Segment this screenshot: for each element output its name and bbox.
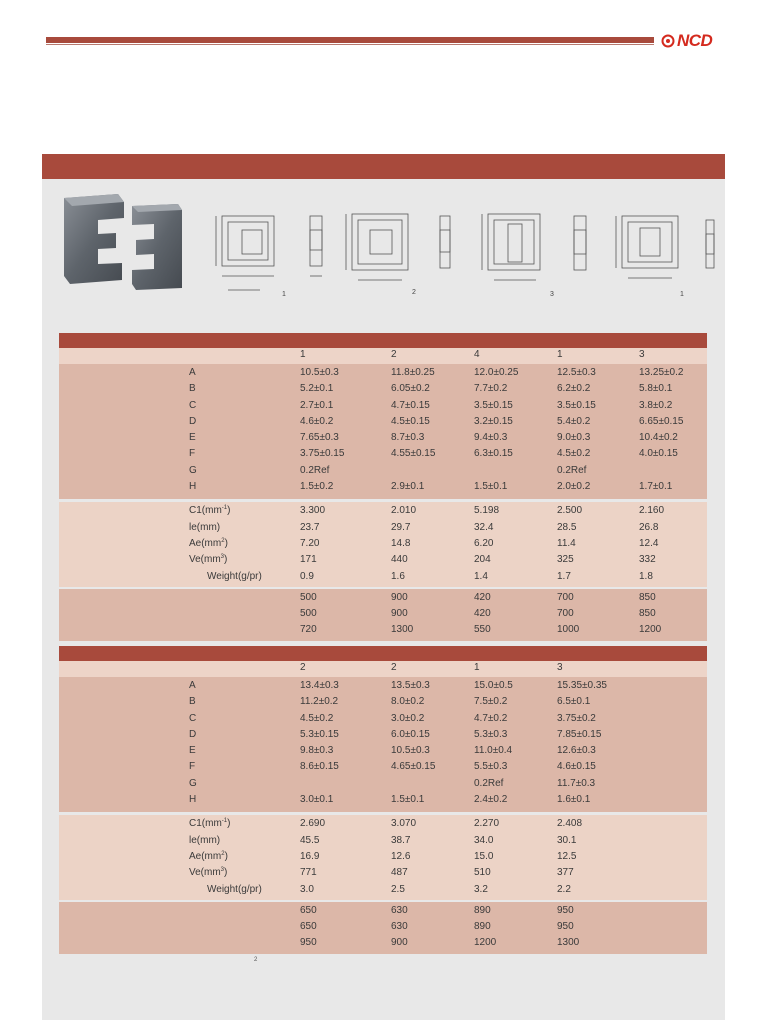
ve-label-text: Ve(mm bbox=[189, 867, 221, 879]
magnetic-value: 30.1 bbox=[557, 834, 577, 846]
dimension-value: 3.0±0.1 bbox=[300, 794, 334, 806]
ve-label-text: Ve(mm bbox=[189, 554, 221, 566]
dimension-value: 11.0±0.4 bbox=[474, 745, 513, 757]
dimension-value: 1.5±0.2 bbox=[300, 481, 334, 493]
magnetic-value: 325 bbox=[557, 554, 574, 566]
dimension-value: 15.35±0.35 bbox=[557, 680, 607, 691]
recommended-value: 1200 bbox=[474, 937, 497, 949]
dimension-value: 7.85±0.15 bbox=[557, 728, 602, 740]
magnetic-row bbox=[59, 816, 707, 832]
table-2-recommended bbox=[59, 902, 707, 954]
dimension-value: 5.2±0.1 bbox=[300, 383, 334, 395]
magnetic-value: 487 bbox=[391, 867, 408, 879]
weight-label bbox=[207, 571, 262, 583]
recommended-value: 1200 bbox=[639, 624, 662, 636]
recommended-value: 950 bbox=[557, 904, 574, 916]
magnetic-value: 3.300 bbox=[300, 505, 326, 517]
magnetic-value: 2.690 bbox=[300, 818, 326, 830]
dimension-row bbox=[59, 792, 707, 808]
dimension-value: 7.5±0.2 bbox=[474, 696, 508, 708]
dimension-row bbox=[59, 463, 707, 479]
dimension-value: 3.75±0.2 bbox=[557, 712, 596, 724]
dimension-value: 8.6±0.15 bbox=[300, 761, 339, 773]
recommended-row bbox=[59, 903, 707, 919]
magnetic-row bbox=[59, 503, 707, 519]
dimension-value: 2.4±0.2 bbox=[474, 794, 508, 806]
c1-label-text: C1(mm bbox=[189, 505, 222, 517]
c1-label-sup: -1 bbox=[221, 818, 228, 825]
table-2-header-bar bbox=[59, 646, 707, 661]
figure-label-1: 1 bbox=[282, 291, 286, 298]
ae-label-sup: 2 bbox=[221, 850, 225, 857]
recommended-value: 700 bbox=[557, 608, 574, 620]
recommended-value: 550 bbox=[474, 624, 491, 636]
magnetic-row bbox=[59, 849, 707, 865]
magnetic-value: 1.8 bbox=[639, 570, 653, 582]
dimension-value: 0.2Ref bbox=[557, 464, 587, 476]
dimension-value: 15.0±0.5 bbox=[474, 680, 513, 691]
magnetic-value: 6.20 bbox=[474, 537, 494, 549]
dimension-value: 5.3±0.15 bbox=[300, 728, 339, 740]
ae-label-paren: ) bbox=[224, 537, 228, 549]
dimension-value: 6.2±0.2 bbox=[557, 383, 591, 395]
magnetic-value: 29.7 bbox=[391, 521, 411, 533]
ve-label-paren: ) bbox=[224, 867, 228, 879]
dimension-row bbox=[59, 759, 707, 775]
ae-label bbox=[189, 851, 228, 863]
ve-label bbox=[189, 554, 227, 566]
recommended-value: 1300 bbox=[391, 624, 414, 636]
dimension-value: 3.75±0.15 bbox=[300, 448, 345, 460]
recommended-value: 500 bbox=[300, 591, 317, 603]
table-2-number: 3 bbox=[557, 662, 563, 673]
figure-label-3: 3 bbox=[550, 291, 554, 298]
magnetic-value: 440 bbox=[391, 554, 408, 566]
dimension-label: F bbox=[189, 761, 196, 773]
magnetic-value: 2.270 bbox=[474, 818, 500, 830]
figure-label-4: 1 bbox=[680, 291, 684, 298]
magnetic-value: 5.198 bbox=[474, 505, 500, 517]
dimension-value: 3.5±0.15 bbox=[474, 399, 513, 411]
dimension-value: 8.0±0.2 bbox=[391, 696, 425, 708]
weight-label bbox=[207, 884, 262, 896]
recommended-row bbox=[59, 590, 707, 606]
ve-label bbox=[189, 867, 227, 879]
dimension-label: H bbox=[189, 481, 197, 493]
table-1-number: 2 bbox=[391, 349, 397, 360]
dimension-label: D bbox=[189, 728, 197, 740]
dimension-label: H bbox=[189, 794, 197, 806]
dimension-row bbox=[59, 727, 707, 743]
magnetic-value: 12.6 bbox=[391, 850, 411, 862]
c1-label-paren: ) bbox=[227, 505, 231, 517]
table-2-figure-numbers bbox=[59, 661, 707, 677]
magnetic-value: 204 bbox=[474, 554, 491, 566]
magnetic-value: 2.5 bbox=[391, 883, 405, 895]
table-1-figure-numbers bbox=[59, 348, 707, 364]
magnetic-row bbox=[59, 569, 707, 585]
table-1-number: 1 bbox=[557, 349, 563, 360]
table-1-number: 1 bbox=[300, 349, 306, 360]
dimension-label: D bbox=[189, 415, 197, 427]
dimension-row bbox=[59, 678, 707, 694]
magnetic-value: 11.4 bbox=[557, 537, 576, 549]
magnetic-value: 771 bbox=[300, 867, 317, 879]
recommended-value: 700 bbox=[557, 591, 574, 603]
table-2-number: 2 bbox=[300, 662, 306, 673]
table-1-dimensions bbox=[59, 364, 707, 499]
table-1-number: 4 bbox=[474, 349, 480, 360]
magnetic-value: 1.6 bbox=[391, 570, 405, 582]
magnetic-value: 2.500 bbox=[557, 505, 583, 517]
dimension-value: 12.5±0.3 bbox=[557, 367, 596, 378]
ae-label-paren: ) bbox=[224, 850, 228, 862]
recommended-value: 650 bbox=[300, 904, 317, 916]
dimension-label: C bbox=[189, 712, 197, 724]
drawing-2 bbox=[346, 214, 450, 280]
recommended-row bbox=[59, 935, 707, 951]
magnetic-value: 38.7 bbox=[391, 834, 411, 846]
dimension-row bbox=[59, 398, 707, 414]
weight-label-text: Weight(g/pr) bbox=[207, 570, 262, 582]
core-drawings-svg bbox=[60, 190, 720, 310]
magnetic-value: 332 bbox=[639, 554, 656, 566]
c1-label bbox=[189, 505, 230, 517]
le-label-text: le(mm) bbox=[189, 521, 221, 533]
recommended-value: 720 bbox=[300, 624, 317, 636]
dimension-value: 4.5±0.15 bbox=[391, 415, 430, 427]
dimension-value: 6.3±0.15 bbox=[474, 448, 513, 460]
magnetic-value: 12.4 bbox=[639, 537, 659, 549]
weight-label-text: Weight(g/pr) bbox=[207, 883, 262, 895]
dimension-value: 6.5±0.1 bbox=[557, 696, 591, 708]
table-1-header-bar bbox=[59, 333, 707, 348]
e-core-photo bbox=[64, 194, 182, 290]
recommended-value: 900 bbox=[391, 608, 408, 620]
page-number: 2 bbox=[254, 957, 258, 963]
dimension-label: E bbox=[189, 745, 196, 757]
dimension-value: 12.0±0.25 bbox=[474, 367, 519, 378]
product-panel bbox=[42, 154, 725, 1020]
magnetic-value: 23.7 bbox=[300, 521, 320, 533]
ve-label-paren: ) bbox=[224, 554, 228, 566]
table-2-number: 2 bbox=[391, 662, 397, 673]
dimension-value: 11.2±0.2 bbox=[300, 696, 339, 708]
magnetic-value: 14.8 bbox=[391, 537, 411, 549]
magnetic-value: 12.5 bbox=[557, 850, 577, 862]
magnetic-row bbox=[59, 865, 707, 881]
dimension-label: F bbox=[189, 448, 196, 460]
dimension-value: 2.7±0.1 bbox=[300, 399, 334, 411]
dimension-value: 13.5±0.3 bbox=[391, 680, 430, 691]
le-label bbox=[189, 522, 220, 534]
dimension-value: 12.6±0.3 bbox=[557, 745, 596, 757]
magnetic-value: 32.4 bbox=[474, 521, 494, 533]
ve-label-sup: 3 bbox=[220, 554, 225, 561]
recommended-value: 420 bbox=[474, 591, 491, 603]
dimension-label: A bbox=[189, 367, 196, 378]
dimension-value: 5.3±0.3 bbox=[474, 728, 508, 740]
dimension-value: 0.2Ref bbox=[300, 464, 330, 476]
recommended-value: 890 bbox=[474, 904, 491, 916]
spec-table-1 bbox=[59, 333, 707, 641]
dimension-value: 8.7±0.3 bbox=[391, 432, 425, 444]
recommended-value: 630 bbox=[391, 921, 408, 933]
recommended-row bbox=[59, 919, 707, 935]
dimension-label: C bbox=[189, 399, 197, 411]
magnetic-value: 1.4 bbox=[474, 570, 488, 582]
dimension-value: 4.6±0.2 bbox=[300, 415, 334, 427]
dimension-row bbox=[59, 414, 707, 430]
dimension-row bbox=[59, 430, 707, 446]
dimension-value: 7.65±0.3 bbox=[300, 432, 339, 444]
recommended-value: 850 bbox=[639, 608, 656, 620]
magnetic-value: 1.7 bbox=[557, 570, 571, 582]
recommended-value: 850 bbox=[639, 591, 656, 603]
header-rule-thin bbox=[46, 44, 654, 45]
dimension-label: G bbox=[189, 464, 197, 476]
dimension-value: 0.2Ref bbox=[474, 777, 504, 789]
core-drawings bbox=[60, 190, 720, 310]
dimension-value: 4.0±0.15 bbox=[639, 448, 678, 460]
recommended-value: 630 bbox=[391, 904, 408, 916]
dimension-value: 6.65±0.15 bbox=[639, 415, 684, 427]
magnetic-value: 2.010 bbox=[391, 505, 417, 517]
le-label-text: le(mm) bbox=[189, 834, 221, 846]
dimension-row bbox=[59, 365, 707, 381]
magnetic-value: 34.0 bbox=[474, 834, 494, 846]
drawing-3 bbox=[482, 214, 586, 280]
dimension-value: 11.7±0.3 bbox=[557, 777, 596, 789]
dimension-value: 7.7±0.2 bbox=[474, 383, 508, 395]
dimension-label: E bbox=[189, 432, 196, 444]
magnetic-row bbox=[59, 520, 707, 536]
recommended-value: 900 bbox=[391, 937, 408, 949]
dimension-value: 4.7±0.2 bbox=[474, 712, 508, 724]
dimension-value: 4.7±0.15 bbox=[391, 399, 430, 411]
table-1-recommended bbox=[59, 589, 707, 641]
dimension-value: 10.5±0.3 bbox=[391, 745, 430, 757]
dimension-value: 1.5±0.1 bbox=[474, 481, 508, 493]
dimension-label: B bbox=[189, 696, 196, 708]
table-1-number: 3 bbox=[639, 349, 645, 360]
table-2-dimensions bbox=[59, 677, 707, 812]
ae-label-text: Ae(mm bbox=[189, 537, 222, 549]
c1-label-sup: -1 bbox=[221, 505, 228, 512]
dimension-value: 4.6±0.15 bbox=[557, 761, 596, 773]
recommended-value: 950 bbox=[300, 937, 317, 949]
dimension-row bbox=[59, 479, 707, 495]
magnetic-row bbox=[59, 536, 707, 552]
magnetic-row bbox=[59, 833, 707, 849]
dimension-value: 9.4±0.3 bbox=[474, 432, 508, 444]
dimension-value: 10.5±0.3 bbox=[300, 367, 339, 378]
recommended-value: 1300 bbox=[557, 937, 580, 949]
magnetic-value: 15.0 bbox=[474, 850, 494, 862]
dimension-row bbox=[59, 446, 707, 462]
dimension-value: 4.5±0.2 bbox=[300, 712, 334, 724]
drawing-4 bbox=[616, 216, 714, 278]
dimension-value: 10.4±0.2 bbox=[639, 432, 678, 444]
dimension-value: 13.25±0.2 bbox=[639, 367, 684, 378]
dimension-value: 2.0±0.2 bbox=[557, 481, 591, 493]
c1-label-text: C1(mm bbox=[189, 818, 222, 830]
c1-label bbox=[189, 818, 230, 830]
magnetic-value: 2.160 bbox=[639, 505, 665, 517]
dimension-label: G bbox=[189, 777, 197, 789]
ncd-logo bbox=[660, 31, 730, 51]
dimension-label: A bbox=[189, 680, 196, 691]
dimension-value: 3.8±0.2 bbox=[639, 399, 673, 411]
dimension-label: B bbox=[189, 383, 196, 395]
table-1-magnetic bbox=[59, 502, 707, 586]
header-rule bbox=[46, 37, 654, 43]
dimension-row bbox=[59, 776, 707, 792]
dimension-value: 6.05±0.2 bbox=[391, 383, 430, 395]
recommended-value: 900 bbox=[391, 591, 408, 603]
dimension-row bbox=[59, 711, 707, 727]
dimension-value: 3.5±0.15 bbox=[557, 399, 596, 411]
drawing-1 bbox=[216, 216, 322, 290]
ncd-logo-mark-icon bbox=[660, 31, 676, 51]
magnetic-value: 3.0 bbox=[300, 883, 314, 895]
dimension-value: 1.7±0.1 bbox=[639, 481, 673, 493]
magnetic-value: 26.8 bbox=[639, 521, 659, 533]
recommended-value: 1000 bbox=[557, 624, 580, 636]
magnetic-value: 377 bbox=[557, 867, 574, 879]
magnetic-value: 45.5 bbox=[300, 834, 320, 846]
spec-table-2 bbox=[59, 646, 707, 954]
ae-label bbox=[189, 538, 228, 550]
dimension-value: 5.8±0.1 bbox=[639, 383, 673, 395]
magnetic-row bbox=[59, 552, 707, 568]
figure-label-2: 2 bbox=[412, 289, 416, 296]
dimension-value: 3.2±0.15 bbox=[474, 415, 513, 427]
logo-text: NCD bbox=[677, 31, 713, 50]
dimension-value: 4.5±0.2 bbox=[557, 448, 591, 460]
dimension-value: 4.55±0.15 bbox=[391, 448, 436, 460]
dimension-value: 1.5±0.1 bbox=[391, 794, 425, 806]
magnetic-row bbox=[59, 882, 707, 898]
dimension-value: 9.0±0.3 bbox=[557, 432, 591, 444]
magnetic-value: 28.5 bbox=[557, 521, 577, 533]
dimension-value: 11.8±0.25 bbox=[391, 367, 435, 378]
magnetic-value: 7.20 bbox=[300, 537, 320, 549]
magnetic-value: 3.2 bbox=[474, 883, 488, 895]
magnetic-value: 0.9 bbox=[300, 570, 314, 582]
dimension-value: 6.0±0.15 bbox=[391, 728, 430, 740]
magnetic-value: 2.2 bbox=[557, 883, 571, 895]
dimension-row bbox=[59, 694, 707, 710]
dimension-value: 5.4±0.2 bbox=[557, 415, 591, 427]
dimension-value: 3.0±0.2 bbox=[391, 712, 425, 724]
ae-label-sup: 2 bbox=[221, 537, 225, 544]
magnetic-value: 16.9 bbox=[300, 850, 320, 862]
ae-label-text: Ae(mm bbox=[189, 850, 222, 862]
c1-label-paren: ) bbox=[227, 818, 231, 830]
dimension-row bbox=[59, 381, 707, 397]
recommended-value: 650 bbox=[300, 921, 317, 933]
magnetic-value: 510 bbox=[474, 867, 491, 879]
dimension-value: 1.6±0.1 bbox=[557, 794, 591, 806]
recommended-value: 950 bbox=[557, 921, 574, 933]
magnetic-value: 2.408 bbox=[557, 818, 583, 830]
recommended-row bbox=[59, 622, 707, 638]
dimension-row bbox=[59, 743, 707, 759]
magnetic-value: 3.070 bbox=[391, 818, 417, 830]
table-2-number: 1 bbox=[474, 662, 480, 673]
dimension-value: 4.65±0.15 bbox=[391, 761, 436, 773]
dimension-value: 5.5±0.3 bbox=[474, 761, 508, 773]
recommended-row bbox=[59, 606, 707, 622]
recommended-value: 420 bbox=[474, 608, 491, 620]
recommended-value: 500 bbox=[300, 608, 317, 620]
dimension-value: 2.9±0.1 bbox=[391, 481, 425, 493]
dimension-value: 9.8±0.3 bbox=[300, 745, 334, 757]
magnetic-value: 171 bbox=[300, 554, 317, 566]
recommended-value: 890 bbox=[474, 921, 491, 933]
le-label bbox=[189, 835, 220, 847]
panel-header-bar bbox=[42, 154, 725, 179]
dimension-value: 13.4±0.3 bbox=[300, 680, 339, 691]
ve-label-sup: 3 bbox=[220, 867, 225, 874]
table-2-magnetic bbox=[59, 815, 707, 899]
